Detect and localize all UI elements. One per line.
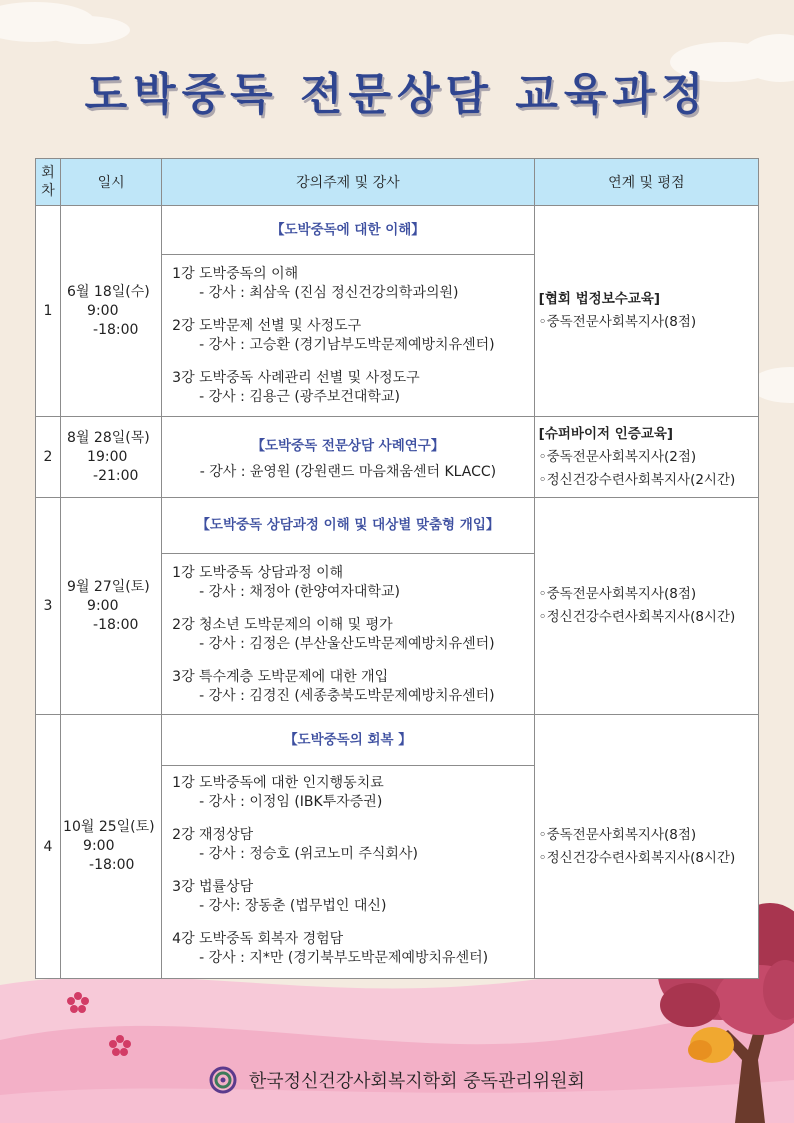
lecture-instructor: - 강사 : 정승호 (위코노미 주식회사)	[199, 846, 418, 862]
lecture-instructor: - 강사 : 채정아 (한양여자대학교)	[199, 584, 400, 600]
credit-item: ◦중독전문사회복지사(8점)	[538, 826, 697, 843]
list-item	[172, 826, 528, 864]
session-number: 3	[36, 498, 61, 715]
credit-item: ◦정신건강수련사회복지사(8시간)	[538, 609, 736, 625]
header-no: 회차	[36, 159, 61, 206]
section-title: 【도박중독 상담과정 이해 및 대상별 맞춤형 개입】	[162, 498, 534, 554]
lecture-title: 2강 도박문제 선별 및 사정도구	[172, 318, 362, 334]
session-time-start: 9:00	[87, 302, 119, 319]
list-item	[172, 317, 528, 355]
lecture-list	[162, 554, 534, 714]
session-credits	[534, 498, 758, 715]
list-item	[172, 369, 528, 407]
credit-heading: [협회 법정보수교육]	[538, 291, 661, 307]
cloud-top-left	[0, 2, 130, 44]
list-item	[172, 265, 528, 303]
session-time-start: 19:00	[87, 448, 128, 465]
organization-logo-icon	[209, 1066, 237, 1094]
table-row	[36, 498, 759, 715]
page-title: 도박중독 전문상담 교육과정	[84, 69, 710, 120]
session-date: 9월 27일(토)	[67, 578, 150, 595]
lecture-instructor: - 강사 : 고승환 (경기남부도박문제예방치유센터)	[199, 337, 495, 353]
schedule-table	[35, 158, 759, 979]
lecture-title: 1강 도박중독 상담과정 이해	[172, 565, 344, 581]
table-row	[36, 715, 759, 979]
credit-item: ◦정신건강수련사회복지사(8시간)	[538, 849, 736, 866]
session-time-start: 9:00	[87, 597, 119, 614]
header-topic: 강의주제 및 강사	[162, 159, 535, 206]
list-item	[172, 616, 528, 654]
session-number: 4	[36, 715, 61, 979]
lecture-title: 2강 청소년 도박문제의 이해 및 평가	[172, 617, 393, 633]
session-date: 6월 18일(수)	[67, 283, 150, 300]
lecture-title: 1강 도박중독에 대한 인지행동치료	[172, 775, 384, 791]
session-topic	[162, 498, 535, 715]
session-datetime	[61, 498, 162, 715]
session-number: 1	[36, 206, 61, 417]
list-item	[172, 564, 528, 602]
table-row	[36, 417, 759, 498]
list-item	[172, 878, 528, 916]
session-time-end: -18:00	[89, 857, 135, 873]
credit-item: ◦중독전문사회복지사(8점)	[538, 586, 697, 602]
footer	[0, 1066, 794, 1094]
session-time-end: -18:00	[93, 616, 139, 633]
session-topic	[162, 715, 535, 979]
session-date: 8월 28일(목)	[67, 429, 150, 446]
credit-item: ◦정신건강수련사회복지사(2시간)	[538, 471, 736, 488]
lecture-title: 1강 도박중독의 이해	[172, 266, 299, 282]
lecture-list	[162, 255, 534, 415]
table-header-row	[36, 159, 759, 206]
lecture-instructor: - 강사 : 이정임 (IBK투자증권)	[199, 794, 383, 810]
session-time-end: -18:00	[93, 321, 139, 338]
credit-heading: [슈퍼바이저 인증교육]	[538, 425, 674, 442]
credit-item: ◦중독전문사회복지사(2점)	[538, 448, 697, 465]
list-item	[172, 930, 528, 968]
lecture-title: 4강 도박중독 회복자 경험담	[172, 931, 344, 947]
session-credits	[534, 715, 758, 979]
session-date: 10월 25일(토)	[63, 819, 155, 835]
lecture-instructor: - 강사 : 최삼욱 (진심 정신건강의학과의원)	[199, 285, 459, 301]
organization-name: 한국정신건강사회복지학회 중독관리위원회	[248, 1071, 585, 1092]
session-number: 2	[36, 417, 61, 498]
lecture-instructor: - 강사 : 지*만 (경기북부도박문제예방치유센터)	[199, 950, 489, 966]
lecture-title: 3강 법률상담	[172, 879, 254, 895]
lecture-instructor: - 강사 : 김정은 (부산울산도박문제예방치유센터)	[199, 636, 495, 652]
session-datetime	[61, 417, 162, 498]
session-time-end: -21:00	[93, 467, 139, 484]
session-time-start: 9:00	[83, 838, 115, 854]
session-credits	[534, 417, 758, 498]
lecture-instructor: - 강사 : 김용근 (광주보건대학교)	[199, 389, 400, 405]
credit-item: ◦중독전문사회복지사(8점)	[538, 314, 697, 330]
section-title: 【도박중독 전문상담 사례연구】	[251, 438, 445, 454]
list-item	[172, 774, 528, 812]
session-credits	[534, 206, 758, 417]
session-topic	[162, 417, 535, 498]
lecture-list	[162, 766, 534, 976]
list-item	[172, 668, 528, 706]
section-title: 【도박중독에 대한 이해】	[162, 206, 534, 255]
session-datetime	[61, 715, 162, 979]
session-datetime	[61, 206, 162, 417]
lecture-instructor: - 강사: 장동춘 (법무법인 대신)	[199, 898, 387, 914]
session-topic	[162, 206, 535, 417]
lecture-instructor: - 강사 : 김경진 (세종충북도박문제예방치유센터)	[199, 688, 495, 704]
table-row	[36, 206, 759, 417]
lecture-title: 3강 도박중독 사례관리 선별 및 사정도구	[172, 370, 420, 386]
header-link: 연계 및 평점	[534, 159, 758, 206]
header-date: 일시	[61, 159, 162, 206]
section-title: 【도박중독의 회복 】	[162, 715, 534, 766]
lecture-instructor: - 강사 : 윤영원 (강원랜드 마음채움센터 KLACC)	[199, 464, 497, 480]
lecture-title: 2강 재정상담	[172, 827, 254, 843]
lecture-title: 3강 특수계층 도박문제에 대한 개입	[172, 669, 389, 685]
